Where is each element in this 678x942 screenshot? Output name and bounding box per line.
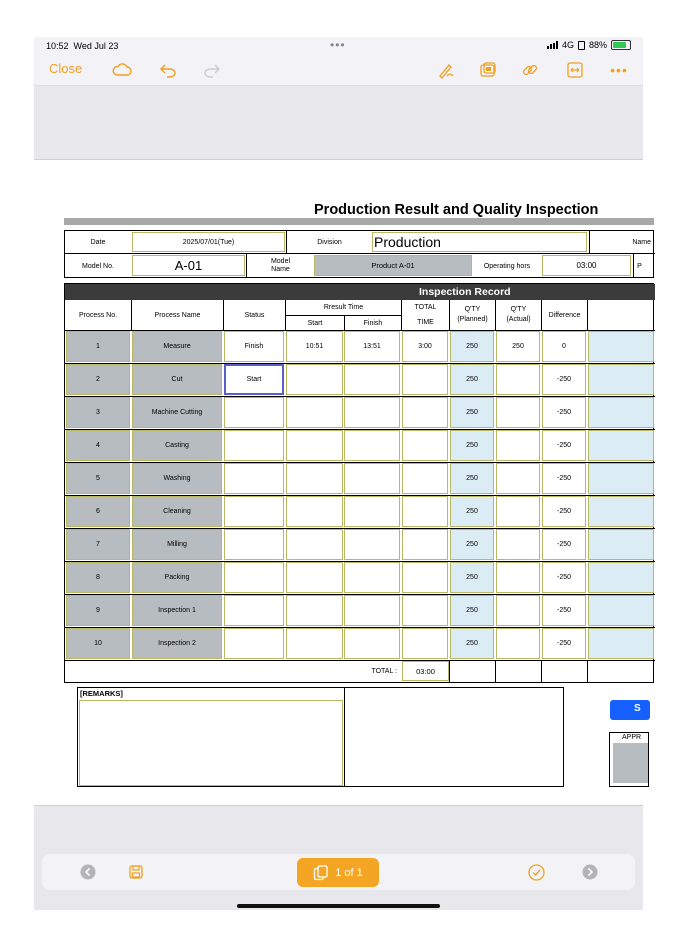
process-no-cell: 5: [66, 463, 130, 494]
total-time-cell: 3:00: [402, 331, 448, 362]
col-qty-actual-line2: (Actual): [506, 316, 531, 323]
qty-planned-cell: 250: [450, 397, 494, 428]
qty-actual-cell[interactable]: [496, 628, 540, 659]
process-name-cell: Inspection 2: [132, 628, 222, 659]
qty-planned-cell: 250: [450, 463, 494, 494]
qty-actual-cell[interactable]: [496, 430, 540, 461]
more-icon[interactable]: •••: [610, 62, 628, 78]
status-cell[interactable]: [224, 496, 284, 527]
remarks-box: [77, 687, 564, 787]
finish-time-cell[interactable]: [344, 430, 400, 461]
extra-cell: [588, 331, 654, 362]
difference-cell: -250: [542, 463, 586, 494]
extra-cell: [588, 628, 654, 659]
qty-actual-cell[interactable]: [496, 595, 540, 626]
fit-width-icon[interactable]: [565, 60, 585, 80]
bottom-toolbar: [42, 854, 635, 890]
close-button[interactable]: Close: [49, 61, 83, 76]
status-time: 10:52: [46, 41, 69, 51]
status-bar: [34, 37, 643, 55]
qty-actual-cell[interactable]: [496, 496, 540, 527]
col-status: Status: [244, 311, 265, 319]
qty-planned-cell: 250: [450, 364, 494, 395]
signal-icon: [547, 41, 558, 49]
top-toolbar: [34, 55, 643, 86]
difference-cell: -250: [542, 628, 586, 659]
ipad-screen: [34, 37, 651, 909]
status-date: Wed Jul 23: [73, 41, 119, 51]
title-rule: [64, 218, 654, 225]
inspection-record-title: Inspection Record: [419, 286, 511, 298]
total-time-cell: [402, 463, 448, 494]
process-name-cell: Measure: [132, 331, 222, 362]
start-time-cell[interactable]: [286, 595, 343, 626]
finish-time-cell[interactable]: [344, 628, 400, 659]
process-no-cell: 8: [66, 562, 130, 593]
status-cell[interactable]: [224, 463, 284, 494]
finish-time-cell[interactable]: 13:51: [344, 331, 400, 362]
finish-time-cell[interactable]: [344, 463, 400, 494]
qty-actual-cell[interactable]: [496, 463, 540, 494]
lock-rotation-icon: [578, 41, 585, 50]
qty-planned-cell: 250: [450, 529, 494, 560]
finish-time-cell[interactable]: [344, 595, 400, 626]
bottom-area: [34, 805, 643, 910]
start-time-cell[interactable]: [286, 430, 343, 461]
process-no-cell: 9: [66, 595, 130, 626]
save-icon[interactable]: [126, 862, 146, 882]
extra-cell: [588, 364, 654, 395]
total-time-cell: [402, 562, 448, 593]
difference-cell: -250: [542, 430, 586, 461]
remarks-input[interactable]: [79, 700, 343, 786]
finish-time-cell[interactable]: [344, 562, 400, 593]
start-time-cell[interactable]: [286, 628, 343, 659]
finish-time-cell[interactable]: [344, 397, 400, 428]
network-label: 4G: [561, 40, 574, 50]
col-process-no: Process No.: [78, 311, 118, 319]
process-no-cell: 1: [66, 331, 130, 362]
operating-hours-label: Operating hors: [483, 262, 531, 270]
process-name-cell: Packing: [132, 562, 222, 593]
status-cell[interactable]: [224, 562, 284, 593]
qty-planned-cell: 250: [450, 430, 494, 461]
start-time-cell[interactable]: [286, 364, 343, 395]
status-cell[interactable]: [224, 628, 284, 659]
total-time-cell: [402, 529, 448, 560]
finish-time-cell[interactable]: [344, 529, 400, 560]
truncated-label: P: [633, 254, 645, 278]
status-cell[interactable]: [224, 595, 284, 626]
battery-icon: [611, 40, 631, 50]
name-label: Name: [589, 231, 655, 253]
total-value: 03:00: [402, 661, 449, 681]
s-button[interactable]: [610, 700, 650, 720]
pages-icon: [313, 865, 329, 881]
qty-actual-cell[interactable]: [496, 397, 540, 428]
date-field[interactable]: 2025/07/01(Tue): [132, 232, 285, 252]
total-time-cell: [402, 628, 448, 659]
qty-actual-cell[interactable]: [496, 364, 540, 395]
home-indicator[interactable]: [237, 904, 440, 908]
model-no-label: Model No.: [82, 262, 114, 270]
page-indicator-button[interactable]: [297, 858, 379, 887]
difference-cell: 0: [542, 331, 586, 362]
model-name-label-1: Model: [270, 258, 291, 265]
difference-cell: -250: [542, 397, 586, 428]
process-name-cell: Washing: [132, 463, 222, 494]
total-time-cell: [402, 364, 448, 395]
process-no-cell: 4: [66, 430, 130, 461]
model-name-field[interactable]: Product A-01: [314, 255, 472, 276]
extra-cell: [588, 562, 654, 593]
document-page: [34, 160, 651, 805]
scan-document-icon[interactable]: [478, 60, 498, 80]
process-name-cell: Machine Cutting: [132, 397, 222, 428]
start-time-cell[interactable]: [286, 562, 343, 593]
redo-icon[interactable]: [202, 60, 222, 80]
qty-planned-cell: 250: [450, 562, 494, 593]
previous-page-icon[interactable]: [78, 862, 98, 882]
cloud-icon[interactable]: [112, 60, 132, 80]
multitasking-dots-icon[interactable]: •••: [330, 38, 346, 52]
total-time-cell: [402, 430, 448, 461]
col-result-time: Rresult Time: [323, 304, 364, 311]
qty-planned-cell: 250: [450, 595, 494, 626]
col-qty-planned-line2: (Planned): [457, 316, 488, 323]
approval-stamp-area[interactable]: [613, 743, 648, 783]
extra-cell: [588, 595, 654, 626]
battery-percent: 88%: [588, 40, 607, 50]
status-cell[interactable]: [224, 529, 284, 560]
col-qty-actual: [496, 300, 541, 330]
process-no-cell: 6: [66, 496, 130, 527]
inspection-record-banner: [65, 284, 655, 300]
remarks-label: [REMARKS]: [80, 689, 123, 698]
process-no-cell: 3: [66, 397, 130, 428]
operating-hours-field[interactable]: 03:00: [542, 255, 631, 276]
link-icon[interactable]: [520, 60, 540, 80]
col-qty-planned-line1: Q'TY: [464, 306, 481, 313]
division-field[interactable]: Production: [372, 232, 587, 252]
col-start: Start: [286, 315, 344, 330]
extra-cell: [588, 463, 654, 494]
status-cell[interactable]: [224, 397, 284, 428]
start-time-cell[interactable]: [286, 496, 343, 527]
difference-cell: -250: [542, 562, 586, 593]
col-qty-planned: [450, 300, 495, 330]
status-cell[interactable]: [224, 430, 284, 461]
process-no-cell: 10: [66, 628, 130, 659]
qty-actual-cell[interactable]: 250: [496, 331, 540, 362]
date-label: Date: [90, 238, 106, 246]
col-process-name: Process Name: [154, 311, 201, 319]
model-name-label: [246, 254, 314, 278]
col-finish: Finish: [344, 315, 401, 330]
difference-cell: -250: [542, 364, 586, 395]
model-no-field[interactable]: A-01: [132, 255, 245, 276]
page-indicator-label: 1 of 1: [335, 866, 363, 879]
process-name-cell: Cleaning: [132, 496, 222, 527]
finish-time-cell[interactable]: [344, 496, 400, 527]
finish-time-cell[interactable]: [344, 364, 400, 395]
process-name-cell: Milling: [132, 529, 222, 560]
extra-cell: [588, 397, 654, 428]
approval-label: APPR: [622, 734, 642, 741]
division-label: Division: [286, 231, 372, 253]
qty-actual-cell[interactable]: [496, 529, 540, 560]
start-time-cell[interactable]: [286, 529, 343, 560]
difference-cell: -250: [542, 529, 586, 560]
process-name-cell: Cut: [132, 364, 222, 395]
inspection-table: [64, 283, 654, 683]
pen-signature-icon[interactable]: [436, 60, 456, 80]
start-time-cell[interactable]: 10:51: [286, 331, 343, 362]
col-total-line2: TIME: [417, 319, 434, 326]
extra-cell: [588, 496, 654, 527]
total-time-cell: [402, 496, 448, 527]
start-time-cell[interactable]: [286, 397, 343, 428]
total-time-cell: [402, 595, 448, 626]
status-time-date: [46, 41, 118, 51]
status-cell[interactable]: Finish: [224, 331, 284, 362]
process-name-cell: Casting: [132, 430, 222, 461]
qty-planned-cell: 250: [450, 496, 494, 527]
col-total-time: [402, 300, 449, 330]
qty-planned-cell: 250: [450, 628, 494, 659]
process-no-cell: 7: [66, 529, 130, 560]
extra-cell: [588, 529, 654, 560]
col-qty-actual-line1: Q'TY: [510, 306, 527, 313]
qty-planned-cell: 250: [450, 331, 494, 362]
col-difference: Difference: [548, 311, 581, 319]
top-margin-area: [34, 86, 643, 160]
total-time-cell: [402, 397, 448, 428]
status-cell[interactable]: Start: [224, 364, 284, 395]
undo-icon[interactable]: [158, 60, 178, 80]
page-title: Production Result and Quality Inspection: [314, 202, 599, 218]
difference-cell: -250: [542, 595, 586, 626]
next-page-icon[interactable]: [580, 862, 600, 882]
difference-cell: -250: [542, 496, 586, 527]
approval-box: [609, 732, 649, 787]
model-name-label-2: Name: [271, 266, 290, 273]
col-total-line1: TOTAL: [414, 304, 437, 311]
extra-cell: [588, 430, 654, 461]
total-label: TOTAL :: [371, 668, 397, 675]
qty-actual-cell[interactable]: [496, 562, 540, 593]
checkmark-icon[interactable]: [526, 862, 546, 882]
header-block: [64, 230, 654, 278]
s-button-label: S: [634, 703, 641, 714]
status-right: [547, 40, 631, 50]
process-no-cell: 2: [66, 364, 130, 395]
process-name-cell: Inspection 1: [132, 595, 222, 626]
start-time-cell[interactable]: [286, 463, 343, 494]
